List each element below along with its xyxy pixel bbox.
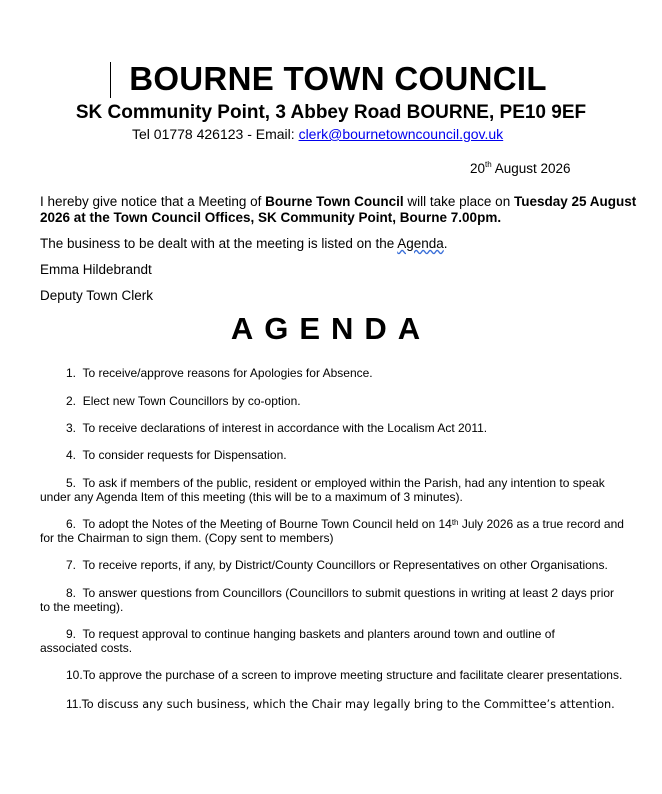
agenda-item: 7. To receive reports, if any, by District/County Councillors or Representatives on other Organisations. (66, 558, 608, 572)
agenda-item: 3. To receive declarations of interest in accordance with the Localism Act 2011. (66, 421, 488, 435)
agenda-heading: AGENDA (230, 311, 432, 346)
notice-date: 20th August 2026 (470, 160, 571, 176)
agenda-item: 4. To consider requests for Dispensation. (66, 448, 287, 462)
email-link[interactable]: clerk@bournetowncouncil.gov.uk (298, 126, 504, 142)
agenda-item: 8. To answer questions from Councillors (Councillors to submit questions in writing at least 2 days prior to the meeting). (40, 586, 615, 614)
signer-name: Emma Hildebrandt (40, 262, 152, 277)
agenda-item: 5. To ask if members of the public, resident or employed within the Parish, had any intention to speak under any Agenda Item of this meeting (this will be to a maximum of 3 minutes). (40, 476, 605, 504)
council-address: SK Community Point, 3 Abbey Road BOURNE, PE10 9EF (75, 102, 587, 123)
meeting-notice: I hereby give notice that a Meeting of Bourne Town Council will take place on Tuesday 25 August 2026 at the Town Council Offices, SK Community Point, Bourne 7.00pm. (40, 194, 637, 225)
agenda-item: 2. Elect new Town Councillors by co-option. (66, 394, 301, 408)
agenda-link[interactable]: Agenda (397, 236, 444, 251)
signer-role: Deputy Town Clerk (40, 288, 154, 303)
agenda-item: 10.To approve the purchase of a screen to improve meeting structure and facilitate clearer presentations. (66, 668, 623, 682)
agenda-item: 9. To request approval to continue hanging baskets and planters around town and outline of associated costs. (40, 627, 555, 655)
agenda-item: 11.To discuss any such business, which the Chair may legally bring to the Committee’s attention. (66, 697, 615, 711)
telephone-text: Tel 01778 426123 - Email: (132, 126, 299, 142)
business-statement: The business to be dealt with at the meeting is listed on the Agenda. (40, 236, 448, 251)
page-title: BOURNE TOWN COUNCIL (129, 60, 547, 97)
agenda-item: 1. To receive/approve reasons for Apologies for Absence. (66, 366, 373, 380)
agenda-item: 6. To adopt the Notes of the Meeting of Bourne Town Council held on 14th July 2026 as a true record and for the Chairman to sign them. (Copy sent to members) (40, 517, 624, 545)
contact-line (132, 126, 503, 142)
